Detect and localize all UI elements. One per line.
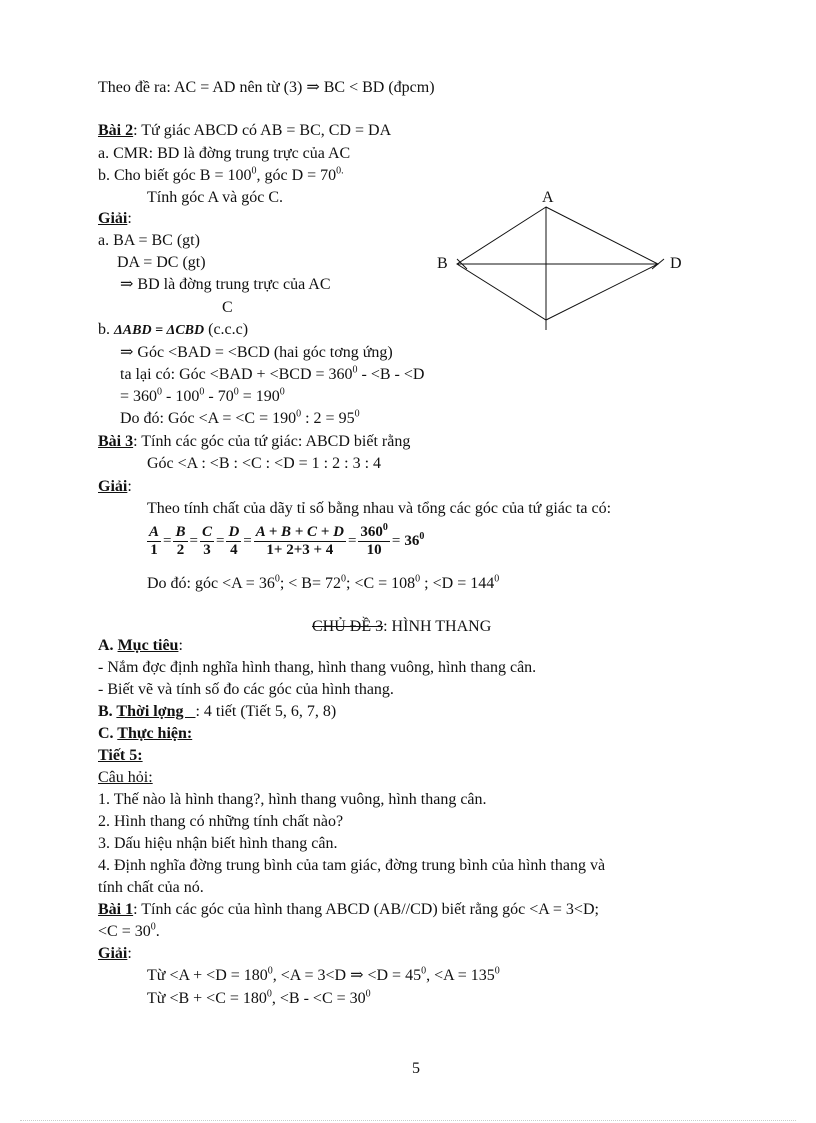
text-line: Góc <A : <B : <C : <D = 1 : 2 : 3 : 4 <box>147 455 382 472</box>
rhombus-figure <box>430 185 700 335</box>
text-line: Từ $<A + <D = 180^0$, <A = 3<D ⇒ $<D = 45^0$, $<A = 135^0$ <box>147 965 500 984</box>
text-line: ⇒ Góc <BAD = <BCD (hai góc tơng ứng) <box>120 344 393 361</box>
page-bottom-divider <box>20 1120 796 1121</box>
text-line: b. Cho biết góc $B = 100^0$, góc $D = 70^{0.}$ <box>98 165 344 184</box>
vertex-label-b: B <box>437 255 448 272</box>
text-line: = $360^0 - 100^0 - 70^0 = 190^0$ <box>120 386 285 405</box>
text-line: tính chất của nó. <box>98 879 204 896</box>
page-number: 5 <box>412 1060 420 1077</box>
question-item: 1. Thế nào là hình thang?, hình thang vuông, hình thang cân. <box>98 791 487 808</box>
fraction: $\frac{D}{4}$ <box>228 524 240 558</box>
text-line: b. ΔABD = ΔCBD (c.c.c) <box>98 321 249 338</box>
exercise-heading: Bài 3: Tính các góc của tứ giác: ABCD biết rằng <box>98 433 411 450</box>
text-line: Từ $<B + <C = 180^0$, $<B - <C = 30^0$ <box>147 988 371 1007</box>
text-line: - Nắm đợc định nghĩa hình thang, hình thang vuông, hình thang cân. <box>98 659 537 676</box>
text-line: Do đó: góc $<A = 36^0$; < $B= 72^0$; $<C = 108^0$ ; $<D = 144^0$ <box>147 573 500 592</box>
text-line: DA = DC (gt) <box>117 254 206 271</box>
fraction: $\frac{B}{2}$ <box>175 524 186 558</box>
exercise-heading: Bài 1: Tính các góc của hình thang ABCD (AB//CD) biết rằng góc <A = 3<D; <box>98 901 599 918</box>
question-item: 4. Định nghĩa đờng trung bình của tam giác, đờng trung bình của hình thang và <box>98 857 606 874</box>
text-line: ⇒ BD là đờng trung trực của AC <box>120 276 331 293</box>
text-line: Theo đề ra: AC = AD nên từ (3) ⇒ BC < BD (đpcm) <box>98 79 435 96</box>
section-heading: B. Thời lợng : 4 tiết (Tiết 5, 6, 7, 8) <box>98 703 337 720</box>
questions-heading: Câu hỏi: <box>98 769 153 786</box>
topic-heading: CHỦ ĐỀ 3: HÌNH THANG <box>312 618 492 635</box>
question-item: 2. Hình thang có những tính chất nào? <box>98 813 344 830</box>
solution-heading: Giải: <box>98 945 132 962</box>
fraction: $\frac{A}{1}$ <box>149 524 160 558</box>
solution-heading: Giải: <box>98 478 132 495</box>
text-line: a. CMR: BD là đờng trung trực của AC <box>98 145 351 162</box>
text-line: $<C = 30^0$. <box>98 921 160 940</box>
ratio-formula: $\frac{A}{1}$ = $\frac{B}{2}$ = $\frac{C}{3}$ = $\frac{D}{4}$ = $\frac{A + B + C + D}{1+ 2+3 + 4}$ = $\frac{360^0}{10}$ = $36^0$ <box>149 522 425 558</box>
text-line: a. BA = BC (gt) <box>98 232 200 249</box>
vertex-label-a: A <box>542 189 554 206</box>
section-heading: A. Mục tiêu: <box>98 637 183 654</box>
text-line: - Biết vẽ và tính số đo các góc của hình thang. <box>98 681 394 698</box>
section-heading: C. Thực hiện: <box>98 725 193 742</box>
text-line: ta lại có: Góc $<BAD + <BCD = 360^0 - <B - <D$ <box>120 364 425 383</box>
question-item: 3. Dấu hiệu nhận biết hình thang cân. <box>98 835 338 852</box>
fraction: $\frac{360^0}{10}$ <box>360 522 388 558</box>
text-line: Theo tính chất của dãy tỉ số bằng nhau và tổng các góc của tứ giác ta có: <box>147 500 612 517</box>
fraction: $\frac{A + B + C + D}{1+ 2+3 + 4}$ <box>255 524 344 558</box>
vertex-label-d: D <box>670 255 682 272</box>
text-line: C <box>222 299 233 316</box>
fraction: $\frac{C}{3}$ <box>201 524 212 558</box>
formula-result: $36^0$ <box>404 531 425 549</box>
solution-heading: Giải: <box>98 210 132 227</box>
exercise-heading: Bài 2: Tứ giác ABCD có AB = BC, CD = DA <box>98 122 392 139</box>
text-line: Do đó: Góc $<A = <C = 190^0$ : $2 = 95^0$ <box>120 408 360 427</box>
text-line: Tính góc A và góc C. <box>147 189 283 206</box>
lesson-heading: Tiết 5: <box>98 747 143 764</box>
